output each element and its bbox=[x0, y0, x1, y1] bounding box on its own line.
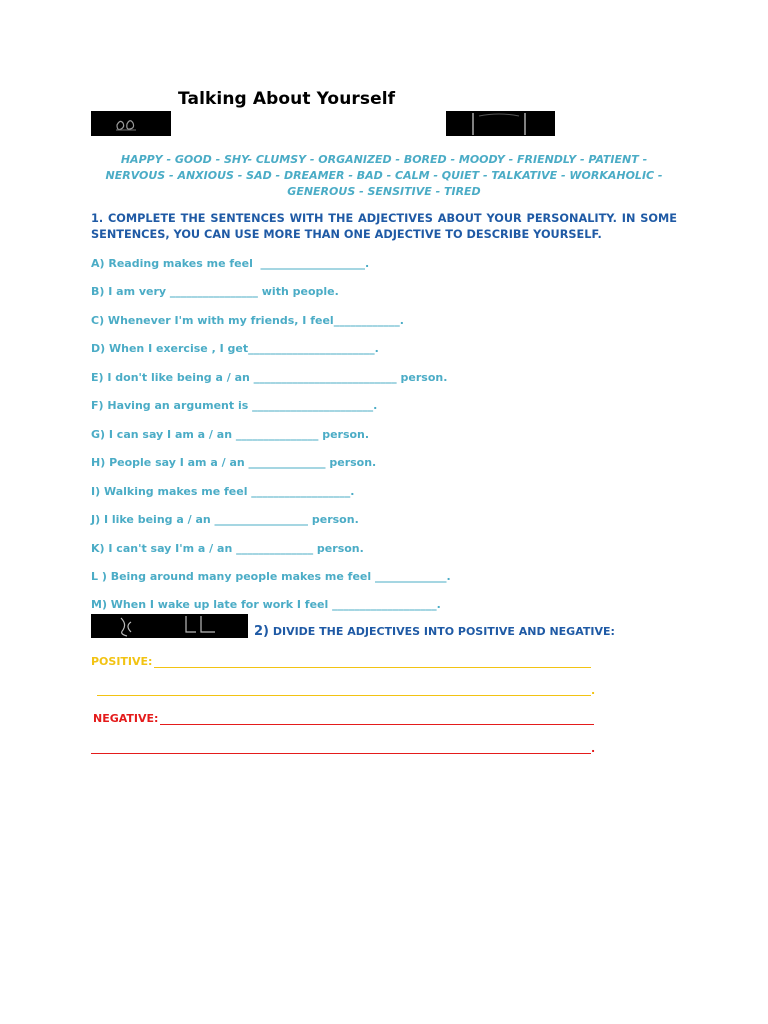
sentence-c: C) Whenever I'm with my friends, I feel____________. bbox=[91, 314, 404, 327]
sentence-k: K) I can't say I'm a / an ______________ person. bbox=[91, 542, 364, 555]
sentence-h: H) People say I am a / an ______________ person. bbox=[91, 456, 377, 469]
figure-clipart-image bbox=[446, 111, 555, 136]
sentence-f: F) Having an argument is ______________________. bbox=[91, 399, 378, 412]
sentence-j: J) I like being a / an _________________ person. bbox=[91, 513, 359, 526]
sentence-d: D) When I exercise , I get_______________________. bbox=[91, 342, 379, 355]
exercise-2-instruction: DIVIDE THE ADJECTIVES INTO POSITIVE AND NEGATIVE: bbox=[272, 625, 615, 638]
negative-label: NEGATIVE: bbox=[93, 712, 159, 725]
negative-answer-line-2[interactable] bbox=[91, 753, 591, 754]
hands-clipart-image bbox=[91, 111, 171, 136]
sentence-g: G) I can say I am a / an _______________ person. bbox=[91, 428, 370, 441]
positive-answer-line-1[interactable] bbox=[154, 667, 591, 668]
sentence-m: M) When I wake up late for work I feel ___________________. bbox=[91, 598, 441, 611]
exercise-2-number: 2) bbox=[254, 624, 269, 639]
negative-answer-line-1[interactable] bbox=[160, 724, 594, 725]
exercise-1-instruction: 1. COMPLETE THE SENTENCES WITH THE ADJECTIVES ABOUT YOUR PERSONALITY. IN SOME SENTENCES, YOU CAN USE MORE THAN ONE ADJECTIVE TO DESCRIBE YOURSELF. bbox=[91, 212, 677, 241]
adjective-list-line-3: GENEROUS - SENSITIVE - TIRED bbox=[287, 185, 481, 198]
positive-line-end: . bbox=[591, 684, 596, 697]
page-title: Talking About Yourself bbox=[178, 89, 396, 109]
sentence-l: L ) Being around many people makes me feel _____________. bbox=[91, 570, 451, 583]
adjective-list-line-2: NERVOUS - ANXIOUS - SAD - DREAMER - BAD - CALM - QUIET - TALKATIVE - WORKAHOLIC - bbox=[105, 169, 663, 182]
sentence-e: E) I don't like being a / an __________________________ person. bbox=[91, 371, 448, 384]
adjective-list-line-1: HAPPY - GOOD - SHY- CLUMSY - ORGANIZED - BORED - MOODY - FRIENDLY - PATIENT - bbox=[120, 153, 648, 166]
negative-line-end: . bbox=[591, 742, 596, 755]
sentence-i: I) Walking makes me feel __________________. bbox=[91, 485, 355, 498]
exercise-2-heading bbox=[254, 624, 615, 639]
sentence-b: B) I am very ________________ with people. bbox=[91, 285, 339, 298]
boots-clipart-image bbox=[91, 614, 248, 638]
sentence-a: A) Reading makes me feel ___________________. bbox=[91, 257, 370, 270]
positive-answer-line-2[interactable] bbox=[97, 695, 591, 696]
positive-label: POSITIVE: bbox=[91, 655, 153, 668]
